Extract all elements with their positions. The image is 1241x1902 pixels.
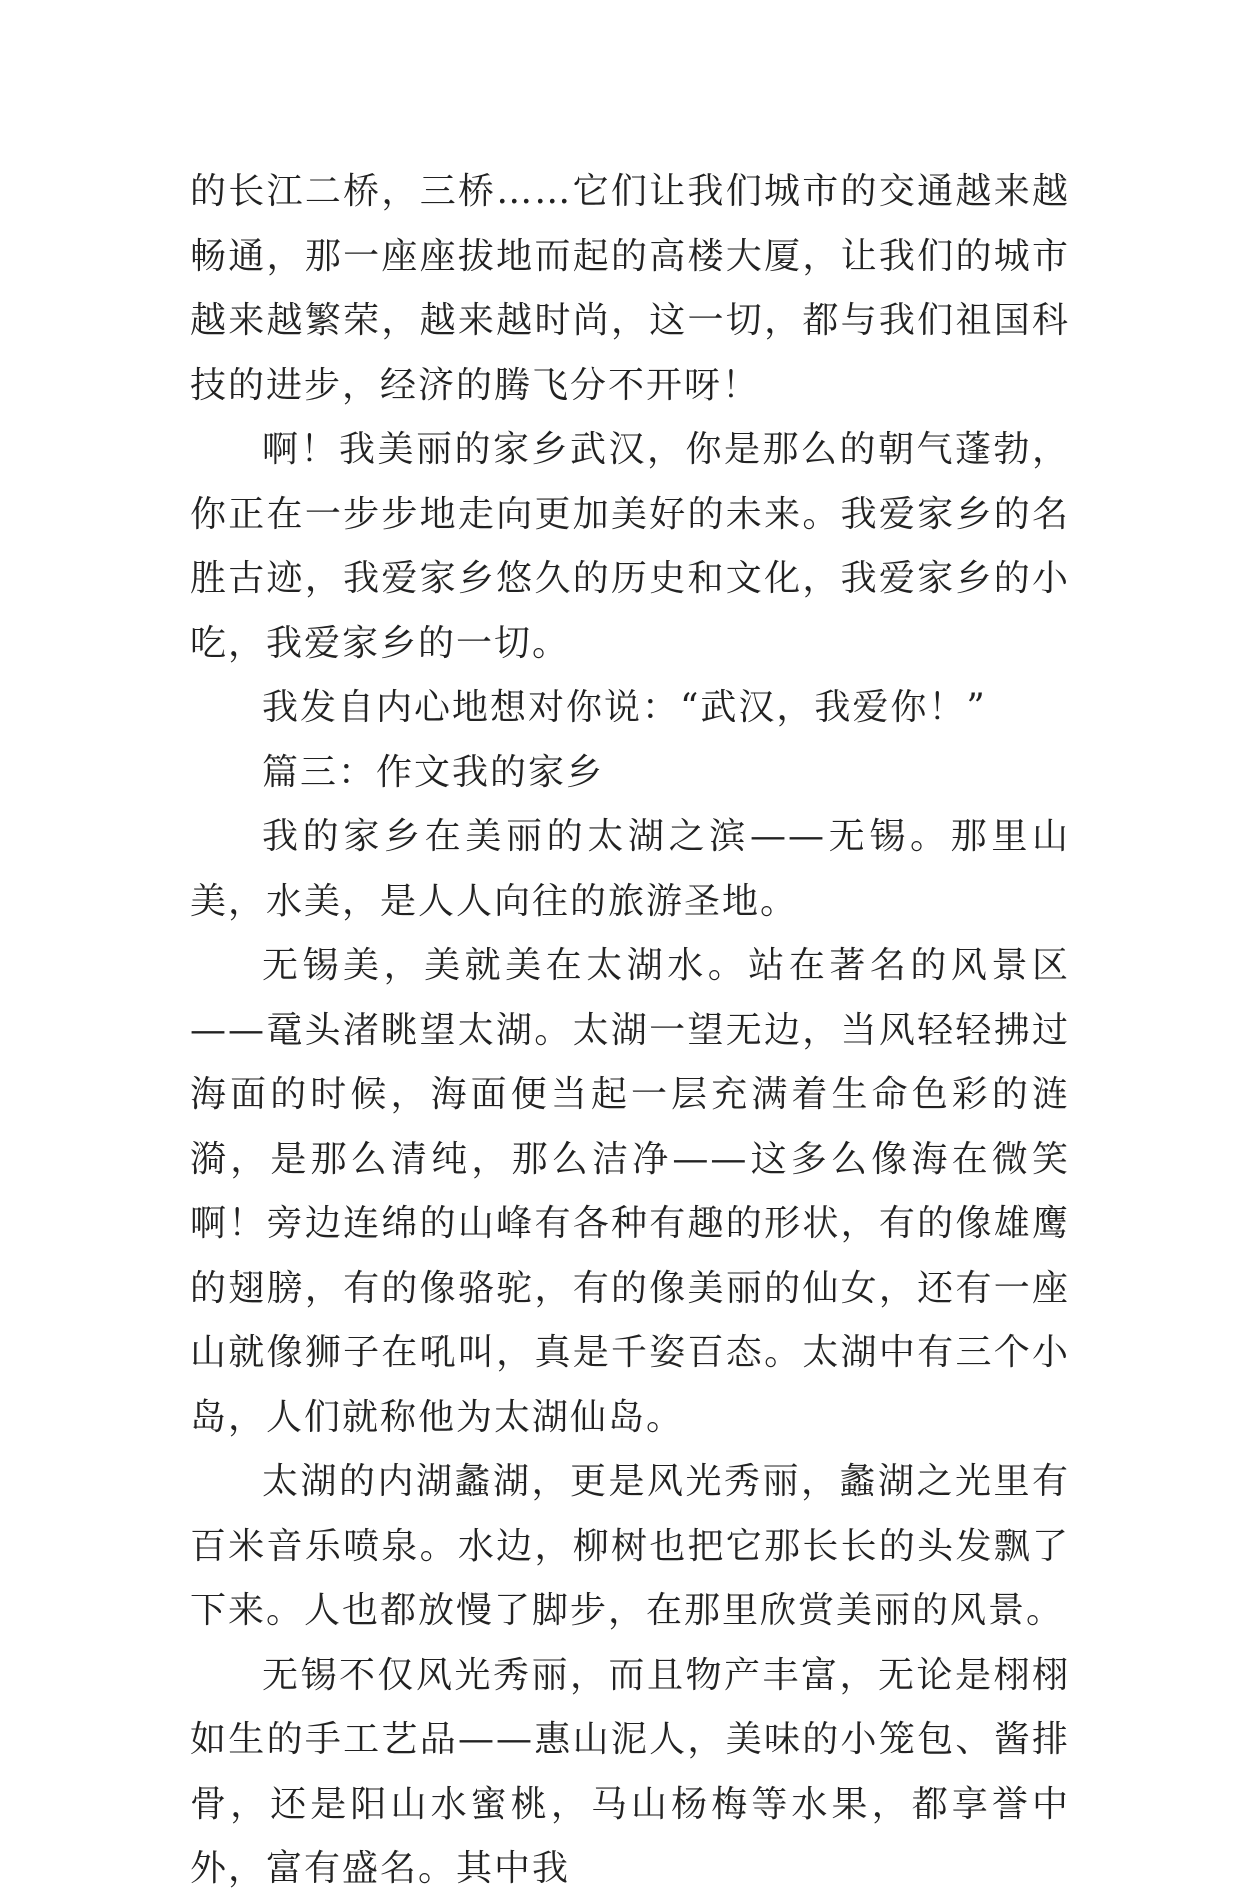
paragraph-5: 我的家乡在美丽的太湖之滨——无锡。那里山美，水美，是人人向往的旅游圣地。	[190, 816, 1070, 922]
paragraph-8: 无锡不仅风光秀丽，而且物产丰富，无论是栩栩如生的手工艺品——惠山泥人，美味的小笼包、酱排骨，还是阳山水蜜桃，马山杨梅等水果，都享誉中外，富有盛名。其中我	[190, 1654, 1070, 1889]
paragraph-2: 啊！我美丽的家乡武汉，你是那么的朝气蓬勃，你正在一步步地走向更加美好的未来。我爱家乡的名胜古迹，我爱家乡悠久的历史和文化，我爱家乡的小吃，我爱家乡的一切。	[190, 429, 1070, 664]
document-body	[190, 160, 1070, 1902]
paragraph-1: 的长江二桥，三桥……它们让我们城市的交通越来越畅通，那一座座拔地而起的高楼大厦，让我们的城市越来越繁荣，越来越时尚，这一切，都与我们祖国科技的进步，经济的腾飞分不开呀！	[190, 171, 1070, 406]
paragraph-3: 我发自内心地想对你说：“武汉，我爱你！”	[262, 687, 987, 728]
paragraph-7: 太湖的内湖蠡湖，更是风光秀丽，蠡湖之光里有百米音乐喷泉。水边，柳树也把它那长长的头发飘了下来。人也都放慢了脚步，在那里欣赏美丽的风景。	[190, 1461, 1070, 1631]
section-heading: 篇三：作文我的家乡	[262, 751, 605, 793]
paragraph-6: 无锡美，美就美在太湖水。站在著名的风景区——鼋头渚眺望太湖。太湖一望无边，当风轻轻拂过海面的时候，海面便当起一层充满着生命色彩的涟漪，是那么清纯，那么洁净——这多么像海在微笑啊！旁边连绵的山峰有各种有趣的形状，有的像雄鹰的翅膀，有的像骆驼，有的像美丽的仙女，还有一座山就像狮子在吼叫，真是千姿百态。太湖中有三个小岛，人们就称他为太湖仙岛。	[190, 945, 1070, 1438]
